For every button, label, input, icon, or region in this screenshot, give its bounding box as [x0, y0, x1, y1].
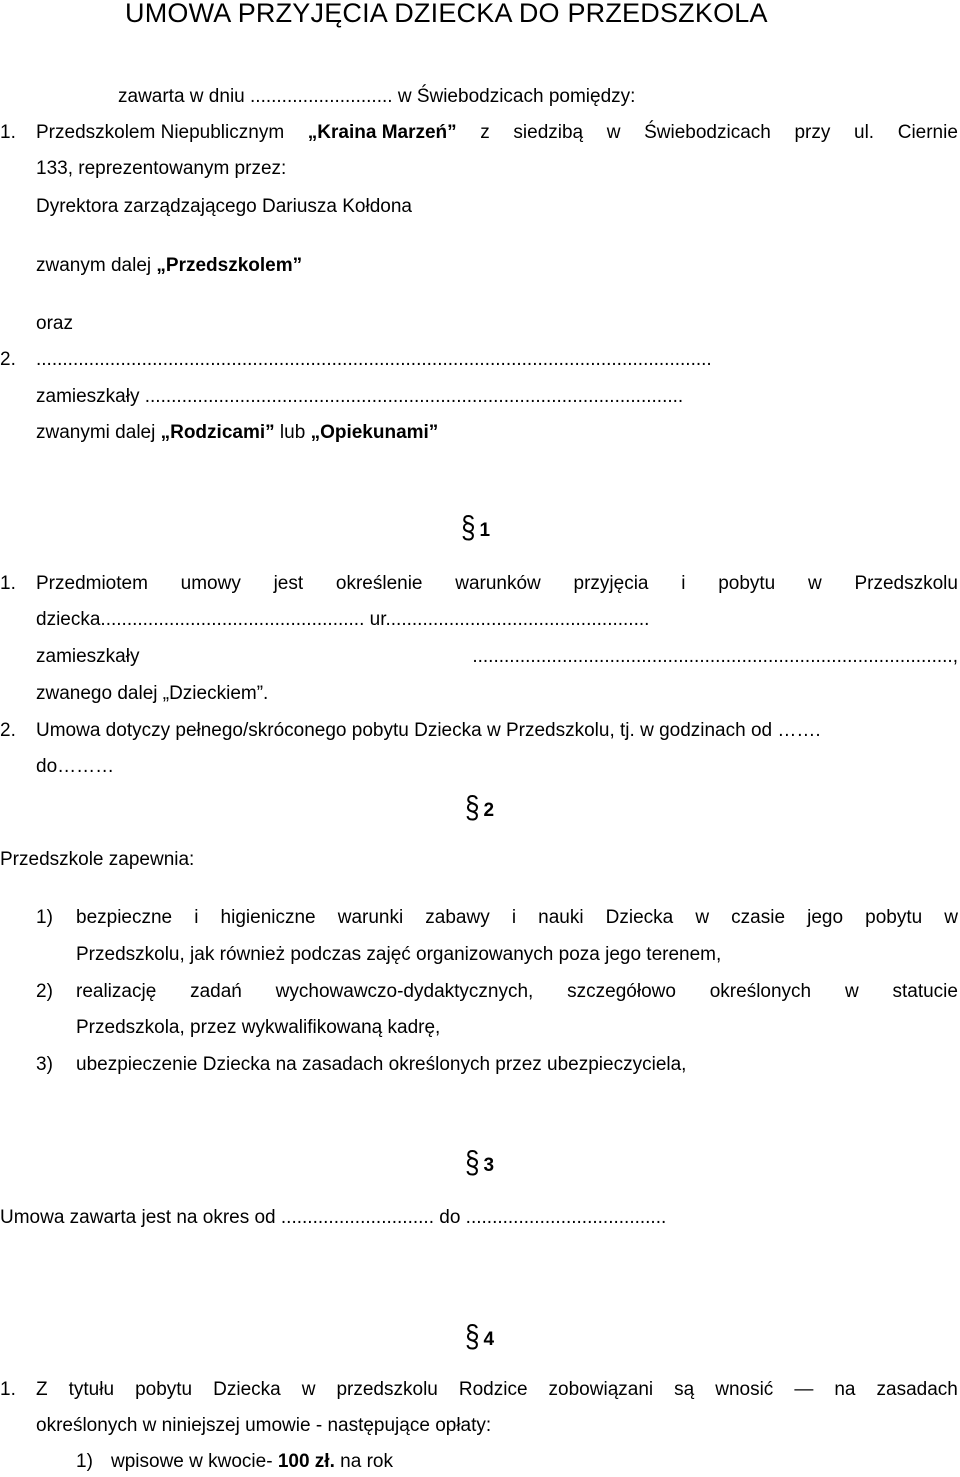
justified-word: Z — [36, 1379, 48, 1400]
justified-word: w — [695, 907, 710, 928]
section-number: 2 — [483, 800, 495, 821]
justified-word: Dziecka — [605, 907, 674, 928]
justified-word: w — [944, 907, 958, 928]
justified-word: wychowawczo-dydaktycznych, — [275, 981, 534, 1002]
justified-word: określenie — [335, 573, 423, 594]
s4-item1-line1 — [36, 1378, 958, 1402]
justified-word: statucie — [892, 981, 958, 1002]
party2-number: 2. — [0, 349, 16, 370]
intro-line: zawarta w dniu ........................... w Świebodzicach pomiędzy: — [118, 86, 636, 107]
party1-line1 — [36, 121, 958, 145]
party2-dots: ................................................................................................................................ — [36, 349, 712, 370]
justified-word: pobytu — [135, 1379, 193, 1400]
justified-word: szczegółowo — [567, 981, 676, 1002]
s2-item2-line1 — [76, 980, 958, 1004]
justified-word: zabawy — [425, 907, 490, 928]
section-symbol: § — [465, 1317, 480, 1354]
section1-heading — [461, 508, 491, 545]
s4-fee1-num: 1) — [76, 1451, 93, 1472]
justified-word: w — [807, 573, 822, 594]
party1-word: Przedszkolem Niepublicznym — [36, 122, 285, 143]
section-symbol: § — [461, 508, 476, 545]
justified-word: i — [194, 907, 199, 928]
document-title: UMOWA PRZYJĘCIA DZIECKA DO PRZEDSZKOLA — [125, 0, 768, 28]
s2-item1-line1 — [76, 906, 958, 930]
s1-item1-number: 1. — [0, 573, 16, 594]
section-number: 1 — [479, 520, 491, 541]
party2-called-name1: „Rodzicami” — [160, 422, 275, 443]
party2-called-name2: „Opiekunami” — [310, 422, 439, 443]
fee-label: wpisowe w kwocie- — [111, 1451, 278, 1472]
s1-item1-called: zwanego dalej „Dzieckiem”. — [36, 683, 269, 704]
justified-word: przedszkolu — [336, 1379, 438, 1400]
party1-line3: Dyrektora zarządzającego Dariusza Kołdona — [36, 196, 412, 217]
s2-item1-cont: Przedszkolu, jak również podczas zajęć organizowanych poza jego terenem, — [76, 944, 722, 965]
s2-item2-cont: Przedszkola, przez wykwalifikowaną kadrę, — [76, 1017, 441, 1038]
section-symbol: § — [465, 1143, 480, 1180]
justified-word: umowy — [180, 573, 241, 594]
justified-word: nauki — [538, 907, 584, 928]
justified-word: warunki — [337, 907, 404, 928]
party1-word: ul. — [854, 122, 875, 143]
party1-called-prefix: zwanym dalej — [36, 255, 157, 276]
justified-word: określonych — [709, 981, 812, 1002]
s2-item3-text: ubezpieczenie Dziecka na zasadach określonych przez ubezpieczyciela, — [76, 1054, 687, 1075]
section2-heading — [465, 788, 495, 825]
justified-word: w — [844, 981, 859, 1002]
justified-word: realizację — [76, 981, 157, 1002]
justified-word: Przedmiotem — [36, 573, 148, 594]
justified-word: na — [834, 1379, 856, 1400]
justified-word: zasadach — [876, 1379, 958, 1400]
justified-word: i — [681, 573, 686, 594]
fee-amount: 100 zł. — [277, 1451, 335, 1472]
party1-word: Świebodzicach — [644, 122, 771, 143]
justified-word: pobytu — [865, 907, 923, 928]
justified-word: jego — [807, 907, 844, 928]
justified-word: Rodzice — [458, 1379, 528, 1400]
s3-text: Umowa zawarta jest na okres od ............................. do ...................................... — [0, 1207, 667, 1228]
s2-intro: Przedszkole zapewnia: — [0, 849, 195, 870]
section-symbol: § — [465, 788, 480, 825]
justified-word: tytułu — [68, 1379, 115, 1400]
party1-line2: 133, reprezentowanym przez: — [36, 158, 287, 179]
oraz-label: oraz — [36, 313, 73, 334]
party1-called-name: „Przedszkolem” — [156, 255, 303, 276]
s2-item3-num: 3) — [36, 1054, 53, 1075]
justified-word: przyjęcia — [573, 573, 649, 594]
party2-address: zamieszkały ...................................................................................................... — [36, 386, 684, 407]
section-number: 4 — [483, 1329, 495, 1350]
party1-word: Ciernie — [897, 122, 958, 143]
party1-number: 1. — [0, 122, 16, 143]
section4-heading — [465, 1317, 495, 1354]
party2-called-mid: lub — [274, 422, 311, 443]
justified-word: warunków — [455, 573, 541, 594]
justified-word: czasie — [731, 907, 786, 928]
s1-item1-address-label: zamieszkały — [36, 646, 140, 667]
justified-word: Dziecka — [213, 1379, 281, 1400]
s2-item2-num: 2) — [36, 981, 53, 1002]
s2-item1-num: 1) — [36, 907, 53, 928]
justified-word: zadań — [190, 981, 242, 1002]
justified-word: higieniczne — [220, 907, 316, 928]
justified-word: — — [794, 1379, 814, 1400]
justified-word: Przedszkolu — [854, 573, 958, 594]
party1-word: w — [606, 122, 621, 143]
section3-heading — [465, 1143, 495, 1180]
fee-period: na rok — [334, 1451, 393, 1472]
party1-word: z — [480, 122, 490, 143]
s1-item2-number: 2. — [0, 720, 16, 741]
party2-called — [36, 421, 438, 445]
justified-word: i — [511, 907, 517, 928]
s4-item1-number: 1. — [0, 1379, 16, 1400]
s4-item1-cont: określonych w niniejszej umowie - następujące opłaty: — [36, 1415, 492, 1436]
justified-word: wnosić — [715, 1379, 774, 1400]
justified-word: pobytu — [718, 573, 776, 594]
justified-word: zobowiązani — [548, 1379, 654, 1400]
s4-fee1 — [111, 1450, 393, 1474]
s1-item2-text: Umowa dotyczy pełnego/skróconego pobytu Dziecka w Przedszkolu, tj. w godzinach od ……. — [36, 720, 821, 741]
party1-name: „Kraina Marzeń” — [307, 122, 457, 143]
party1-called — [36, 254, 302, 278]
section-number: 3 — [483, 1155, 495, 1176]
party2-called-prefix: zwanymi dalej — [36, 422, 161, 443]
s1-item2-cont: do……… — [36, 756, 115, 777]
party1-word: siedzibą — [513, 122, 584, 143]
justified-word: w — [301, 1379, 316, 1400]
party1-word: przy — [794, 122, 831, 143]
justified-word: bezpieczne — [76, 907, 173, 928]
s1-item1-line1 — [36, 572, 958, 596]
justified-word: jest — [273, 573, 304, 594]
justified-word: są — [674, 1379, 695, 1400]
s1-item1-child: dziecka.................................................. ur.................................................. — [36, 609, 650, 630]
s1-item1-address-dots: ..........................................................................................., — [472, 646, 958, 667]
